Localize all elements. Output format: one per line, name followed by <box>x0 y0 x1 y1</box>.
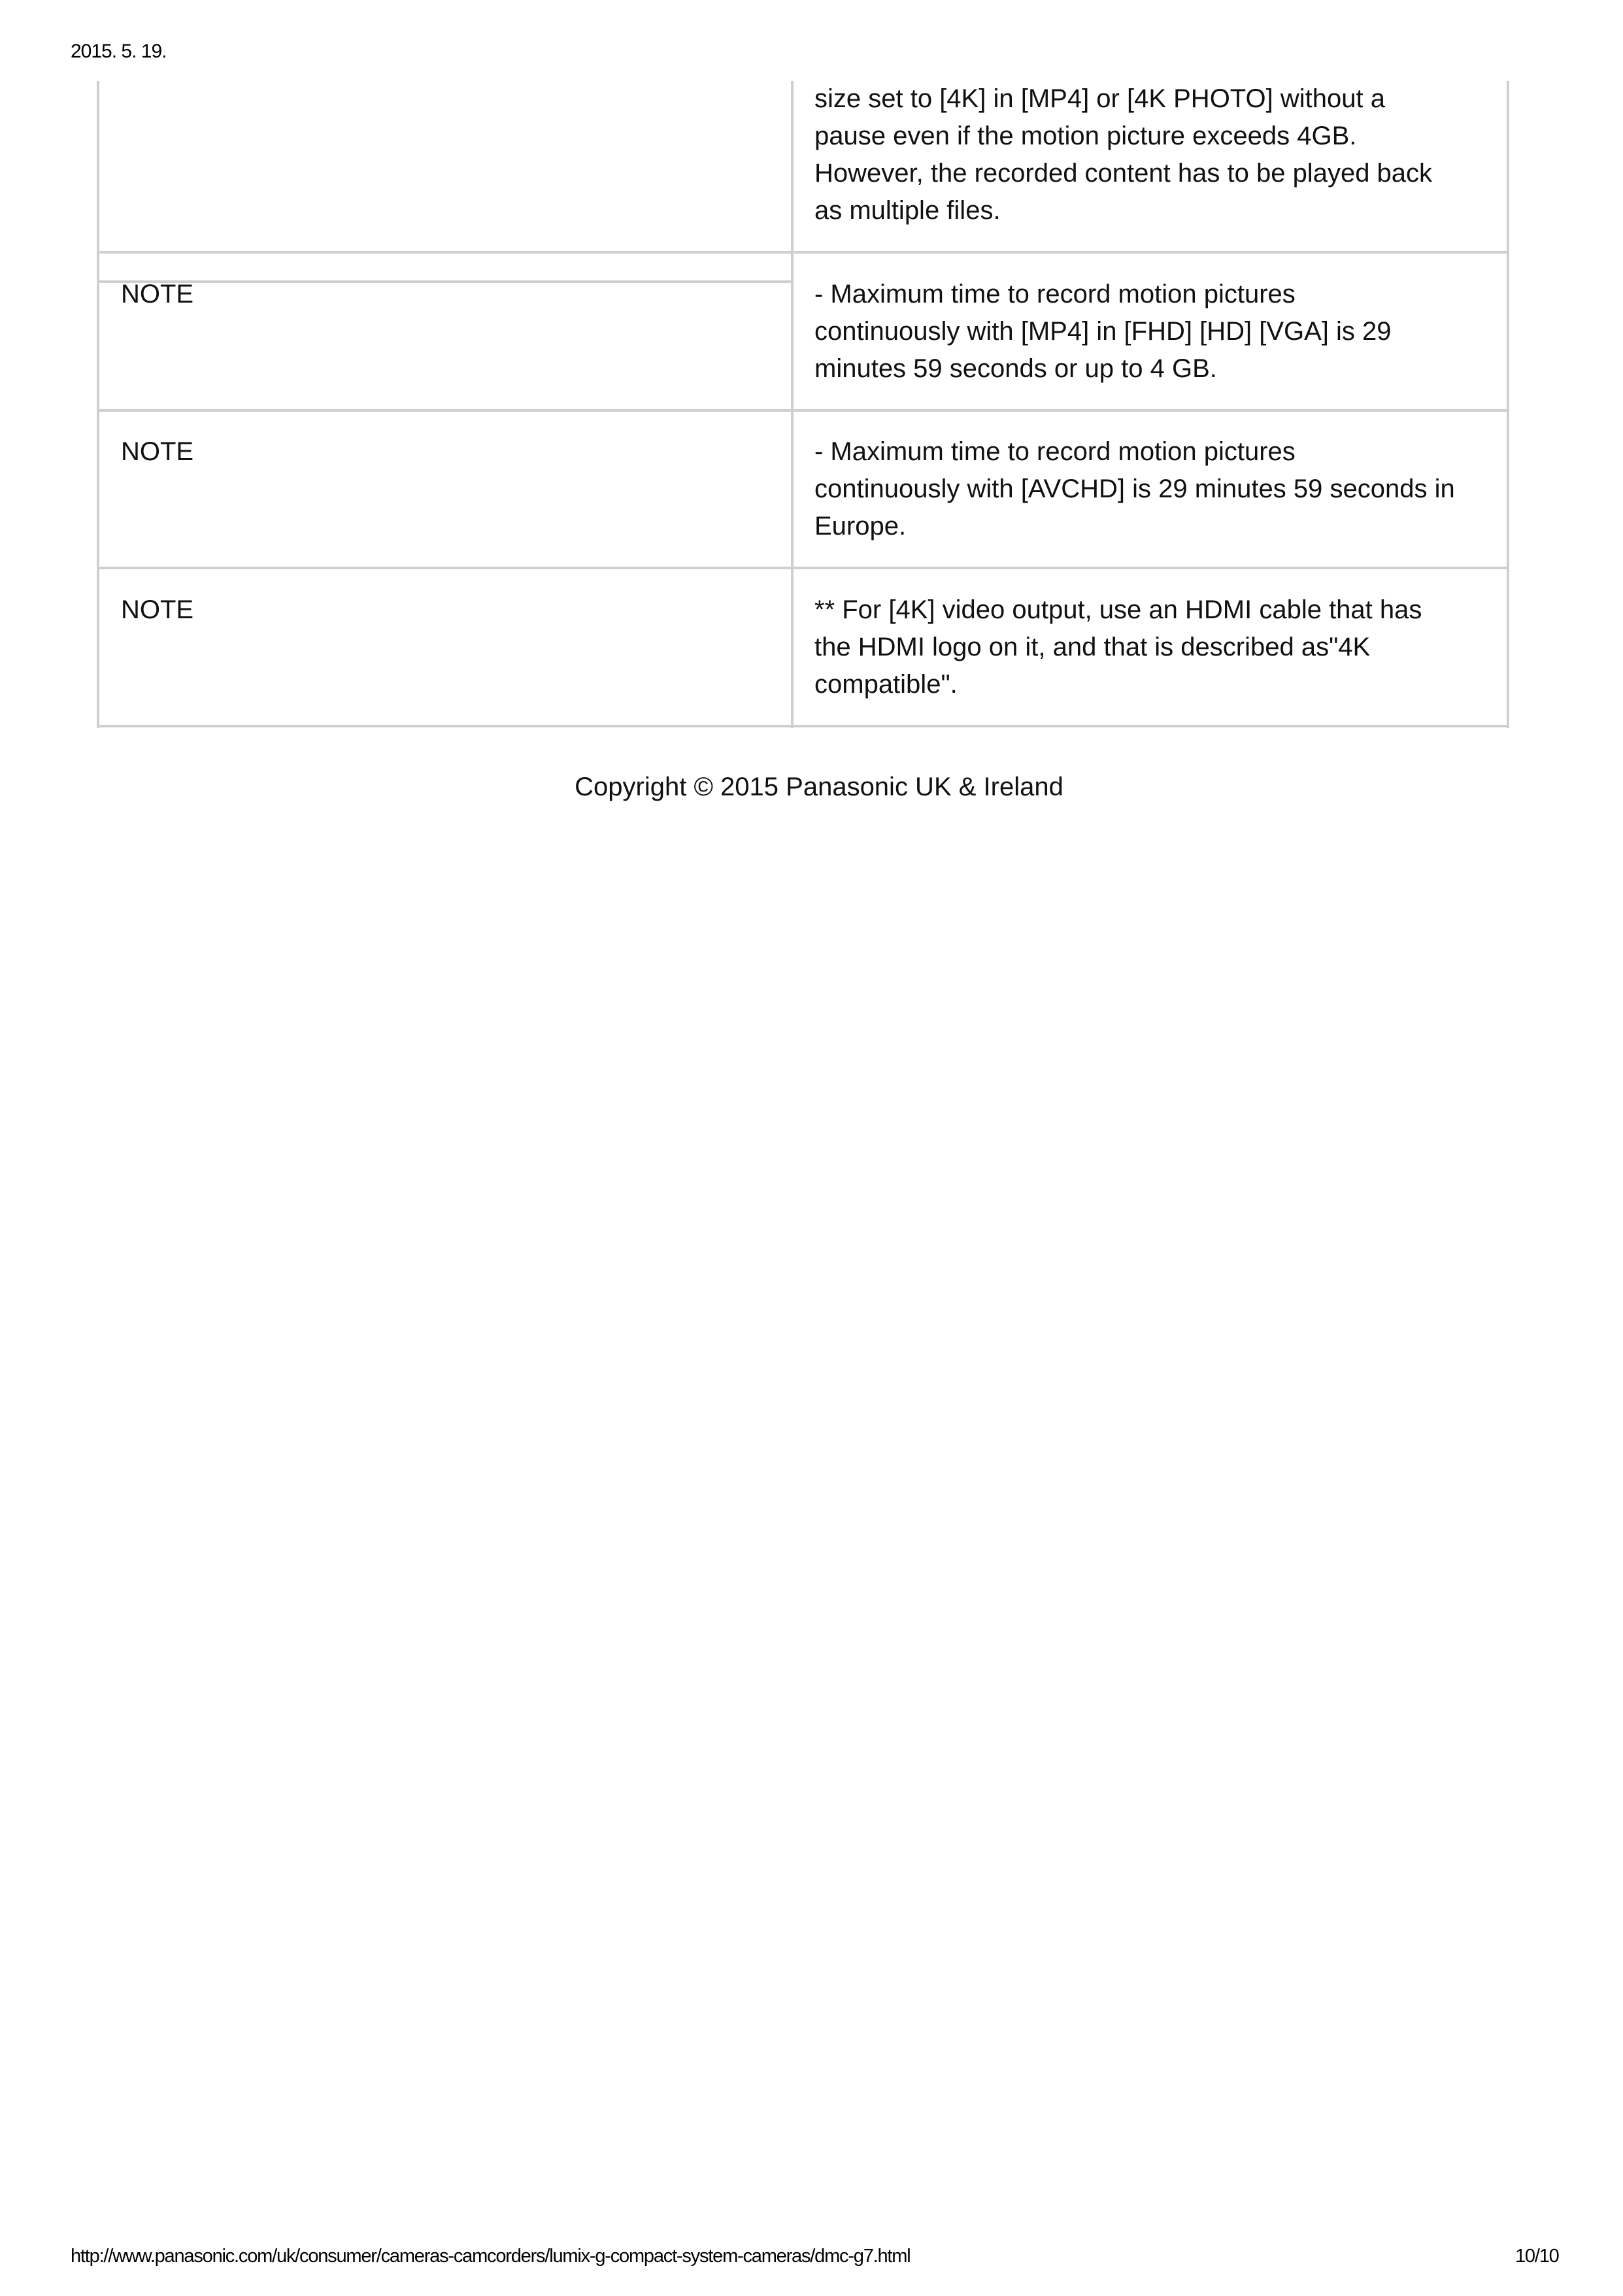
value-line: size set to [4K] in [MP4] or [4K PHOTO] without a <box>814 84 1385 113</box>
value-line: continuously with [AVCHD] is 29 minutes 59 seconds in <box>814 474 1455 503</box>
table-row-label: NOTE <box>121 595 194 624</box>
row-divider <box>97 409 1509 412</box>
page-number: 10/10 <box>1515 2246 1559 2267</box>
value-line: - Maximum time to record motion pictures <box>814 280 1296 308</box>
print-date: 2015. 5. 19. <box>71 41 167 62</box>
table-row-value <box>814 276 1392 388</box>
table-row-value <box>814 80 1432 229</box>
value-line: - Maximum time to record motion pictures <box>814 437 1296 466</box>
value-line: the HDMI logo on it, and that is described as"4K <box>814 633 1371 661</box>
table-border-bottom <box>97 725 1509 727</box>
table-row-label: NOTE <box>121 280 194 308</box>
value-line: ** For [4K] video output, use an HDMI cable that has <box>814 595 1422 624</box>
row-divider <box>97 251 1509 254</box>
table-border-left <box>97 81 99 728</box>
row-divider <box>97 567 1509 569</box>
row-divider-left <box>97 280 792 283</box>
table-row-value <box>814 591 1422 703</box>
table-row-value <box>814 433 1455 545</box>
value-line: Europe. <box>814 512 907 541</box>
value-line: as multiple files. <box>814 196 1001 225</box>
page-url[interactable]: http://www.panasonic.com/uk/consumer/cameras-camcorders/lumix-g-compact-system-cameras/dmc-g7.html <box>71 2246 911 2267</box>
value-line: pause even if the motion picture exceeds 4GB. <box>814 122 1357 150</box>
value-line: However, the recorded content has to be played back <box>814 159 1433 188</box>
value-line: minutes 59 seconds or up to 4 GB. <box>814 354 1217 383</box>
value-line: compatible". <box>814 670 958 699</box>
table-border-middle <box>791 81 794 728</box>
copyright-notice: Copyright © 2015 Panasonic UK & Ireland <box>575 773 1063 801</box>
table-border-right <box>1507 81 1509 728</box>
table-row-label: NOTE <box>121 437 194 466</box>
value-line: continuously with [MP4] in [FHD] [HD] [VGA] is 29 <box>814 317 1392 346</box>
